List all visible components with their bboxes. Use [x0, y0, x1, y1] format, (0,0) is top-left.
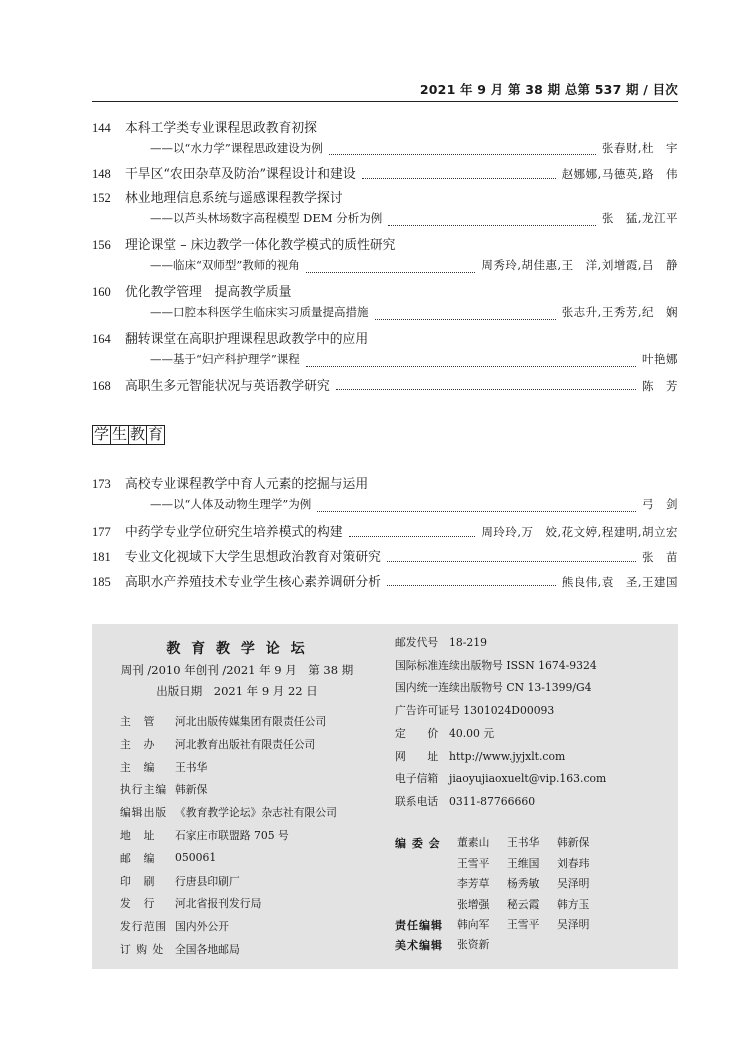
- toc-list-top: [92, 117, 678, 397]
- header-divider: [92, 101, 678, 102]
- toc-subtitle-row: [92, 351, 678, 375]
- editor-name: 张资新: [457, 938, 490, 951]
- toc-title: 干旱区“农田杂草及防治”课程设计和建设: [125, 167, 356, 182]
- masthead-label: 主 编: [120, 760, 156, 774]
- section-heading-char: 育: [148, 425, 164, 443]
- masthead-value: 王书华: [175, 760, 208, 774]
- masthead-value: 河北教育出版社有限责任公司: [175, 737, 316, 751]
- editorial-committee-label: 编 委 会: [395, 837, 441, 850]
- toc-page-number: 173: [92, 477, 111, 491]
- toc-title: 高校专业课程教学中育人元素的挖掘与运用: [125, 477, 369, 492]
- masthead-label: 邮 编: [120, 851, 156, 865]
- toc-subtitle-row: [92, 210, 678, 234]
- publication-info-row: 国内统一连续出版物号 CN 13-1399/G4: [395, 681, 592, 695]
- publication-info-row: 网 址 http://www.jyjxlt.com: [395, 749, 566, 763]
- editor-name: 吴泽明: [557, 918, 590, 931]
- toc-subtitle: ——口腔本科医学生临床实习质量提高措施: [150, 305, 369, 319]
- masthead-label: 发 行: [120, 897, 156, 911]
- masthead-value: 石家庄市联盟路 705 号: [175, 829, 289, 842]
- editor-name: 张增强: [457, 897, 490, 911]
- toc-list-bottom: [92, 473, 678, 593]
- editor-name: 王书华: [507, 836, 540, 849]
- toc-title: 专业文化视域下大学生思想政治教育对策研究: [125, 550, 381, 565]
- toc-leader-dots: [387, 585, 556, 586]
- editor-name: 王维国: [507, 856, 540, 870]
- masthead-row: [120, 782, 207, 797]
- toc-entry: [92, 234, 678, 257]
- toc-page-number: 164: [92, 332, 111, 346]
- toc-subtitle-row: [92, 304, 678, 328]
- editor-name: 韩方玉: [557, 897, 590, 911]
- toc-page-number: 148: [92, 167, 111, 181]
- section-heading-char: 教: [130, 425, 146, 443]
- editor-name: 吴泽明: [557, 877, 590, 890]
- toc-subtitle: ——临床“双师型”教师的视角: [150, 258, 300, 272]
- toc-leader-dots: [336, 389, 636, 390]
- toc-entry: [92, 328, 678, 351]
- toc-subtitle-row: [92, 257, 678, 281]
- masthead-row: [120, 919, 229, 934]
- toc-page-number: 144: [92, 121, 111, 135]
- editor-name: 王雪平: [507, 918, 540, 931]
- toc-entry: [92, 163, 678, 187]
- toc-leader-dots: [362, 178, 556, 179]
- toc-entry: [92, 117, 678, 140]
- toc-authors: 陈 芳: [642, 379, 678, 393]
- toc-title: 翻转课堂在高职护理课程思政教学中的应用: [125, 332, 369, 347]
- toc-entry: [92, 473, 678, 496]
- masthead-value: 国内外公开: [175, 920, 229, 934]
- editor-name: 杨秀敏: [507, 877, 540, 890]
- toc-leader-dots: [306, 366, 636, 367]
- masthead-value: 河北省报刊发行局: [175, 897, 262, 911]
- masthead-label: 编辑出版: [120, 806, 168, 820]
- journal-info-box: [92, 624, 678, 969]
- editorial-committee-row: [457, 856, 607, 871]
- toc-title: 林业地理信息系统与遥感课程教学探讨: [125, 191, 343, 206]
- toc-leader-dots: [306, 272, 476, 273]
- masthead-value: 韩新保: [175, 783, 208, 797]
- toc-entry: [92, 187, 678, 210]
- masthead-label: 发行范围: [120, 920, 168, 934]
- toc-leader-dots: [387, 561, 636, 562]
- masthead-row: [120, 760, 207, 775]
- toc-title: 高职生多元智能状况与英语教学研究: [125, 379, 330, 394]
- toc-subtitle: ——以“水力学”课程思政建设为例: [150, 141, 323, 155]
- editorial-committee-row: [457, 835, 607, 850]
- toc-authors: 弓 剑: [642, 497, 678, 511]
- editor-name: 韩新保: [557, 836, 590, 849]
- masthead-value: 《教育教学论坛》杂志社有限公司: [175, 806, 337, 820]
- masthead-label: 执行主编: [120, 783, 168, 797]
- publication-info-row: 邮发代号 18-219: [395, 636, 487, 649]
- masthead-label: 订 购 处: [120, 943, 165, 956]
- masthead-value: 河北出版传媒集团有限责任公司: [175, 715, 327, 728]
- journal-issue-line: 周刊 /2010 年创刊 /2021 年 9 月 第 38 期: [120, 663, 354, 677]
- section-heading-char: 生: [112, 425, 128, 443]
- toc-subtitle: ——以芦头林场数字高程模型 DEM 分析为例: [150, 211, 383, 225]
- responsible-editor-label: 责任编辑: [395, 919, 443, 932]
- toc-authors: 叶艳娜: [642, 352, 678, 366]
- art-editor-label: 美术编辑: [395, 939, 443, 952]
- masthead-row: [120, 896, 261, 911]
- toc-page-number: 177: [92, 525, 111, 539]
- toc-title: 本科工学类专业课程思政教育初探: [125, 121, 317, 136]
- toc-subtitle: ——以“人体及动物生理学”为例: [150, 497, 312, 511]
- toc-authors: 张 猛,龙江平: [601, 211, 678, 225]
- toc-authors: 赵娜娜,马德英,路 伟: [561, 167, 678, 181]
- toc-page-number: 168: [92, 379, 111, 393]
- masthead-row: [120, 714, 326, 729]
- masthead-value: 行唐县印刷厂: [175, 874, 240, 888]
- journal-date-line: 出版日期 2021 年 9 月 22 日: [156, 684, 318, 698]
- toc-subtitle: ——基于“妇产科护理学”课程: [150, 352, 300, 366]
- publication-info-row: 联系电话 0311-87766660: [395, 794, 536, 808]
- masthead-row: [120, 851, 216, 866]
- masthead-value: 050061: [175, 850, 217, 864]
- editor-name: 韩向军: [457, 918, 490, 931]
- editorial-committee-row: [457, 897, 607, 912]
- editorial-committee-row: [457, 876, 607, 891]
- masthead-label: 地 址: [120, 829, 156, 842]
- toc-leader-dots: [317, 511, 636, 512]
- masthead-label: 印 刷: [120, 874, 156, 888]
- masthead-label: 主 办: [120, 737, 156, 751]
- journal-title: 教 育 教 学 论 坛: [166, 641, 308, 657]
- publication-info-row: 国际标准连续出版物号 ISSN 1674-9324: [395, 658, 597, 672]
- masthead-row: [120, 805, 337, 820]
- section-heading-char: 学: [94, 425, 110, 443]
- masthead-row: [120, 874, 240, 889]
- page-header: 2021 年 9 月 第 38 期 总第 537 期 / 目次: [419, 82, 678, 97]
- toc-authors: 张 苗: [642, 550, 678, 564]
- toc-authors: 周玲玲,万 姣,花文婷,程建明,胡立宏: [481, 525, 678, 539]
- toc-leader-dots: [349, 536, 476, 537]
- masthead-label: 主 管: [120, 715, 156, 728]
- masthead-row: [120, 737, 315, 752]
- toc-authors: 熊良伟,袁 圣,王建国: [561, 575, 678, 589]
- toc-page-number: 185: [92, 575, 111, 589]
- toc-title: 高职水产养殖技术专业学生核心素养调研分析: [125, 575, 381, 590]
- toc-title: 中药学专业学位研究生培养模式的构建: [125, 525, 343, 540]
- toc-page-number: 152: [92, 191, 111, 205]
- masthead-value: 全国各地邮局: [175, 943, 240, 956]
- toc-leader-dots: [329, 154, 596, 155]
- toc-entry: [92, 281, 678, 304]
- toc-title: 理论课堂 – 床边教学一体化教学模式的质性研究: [125, 238, 396, 253]
- editor-name: 王雪平: [457, 856, 490, 870]
- responsible-editors-row: [457, 917, 607, 932]
- masthead-row: [120, 942, 240, 957]
- toc-subtitle-row: [92, 496, 678, 521]
- toc-title: 优化教学管理 提高教学质量: [125, 285, 292, 300]
- toc-entry: [92, 375, 678, 397]
- editor-name: 李芳草: [457, 877, 490, 890]
- publication-info-row: 定 价 40.00 元: [395, 726, 495, 740]
- toc-page-number: 181: [92, 550, 111, 564]
- toc-authors: 周秀玲,胡佳惠,王 洋,刘增霞,吕 静: [481, 258, 678, 272]
- editor-name: 董素山: [457, 836, 490, 849]
- toc-entry: [92, 571, 678, 593]
- toc-authors: 张春财,杜 宇: [601, 141, 678, 155]
- publication-info-row: 电子信箱 jiaoyujiaoxuelt@vip.163.com: [395, 772, 607, 786]
- toc-entry: [92, 521, 678, 546]
- toc-page-number: 160: [92, 285, 111, 299]
- toc-leader-dots: [375, 319, 556, 320]
- toc-leader-dots: [388, 225, 596, 226]
- masthead-row: [120, 828, 289, 843]
- toc-entry: [92, 546, 678, 571]
- art-editors-row: [457, 937, 507, 952]
- section-heading-student-education: [92, 425, 164, 445]
- toc-page-number: 156: [92, 238, 111, 252]
- toc-subtitle-row: [92, 140, 678, 163]
- publication-info-row: 广告许可证号 1301024D00093: [395, 704, 555, 718]
- editor-name: 刘春玮: [557, 856, 590, 870]
- toc-authors: 张志升,王秀芳,纪 娴: [561, 305, 678, 319]
- editor-name: 秘云霞: [507, 897, 540, 911]
